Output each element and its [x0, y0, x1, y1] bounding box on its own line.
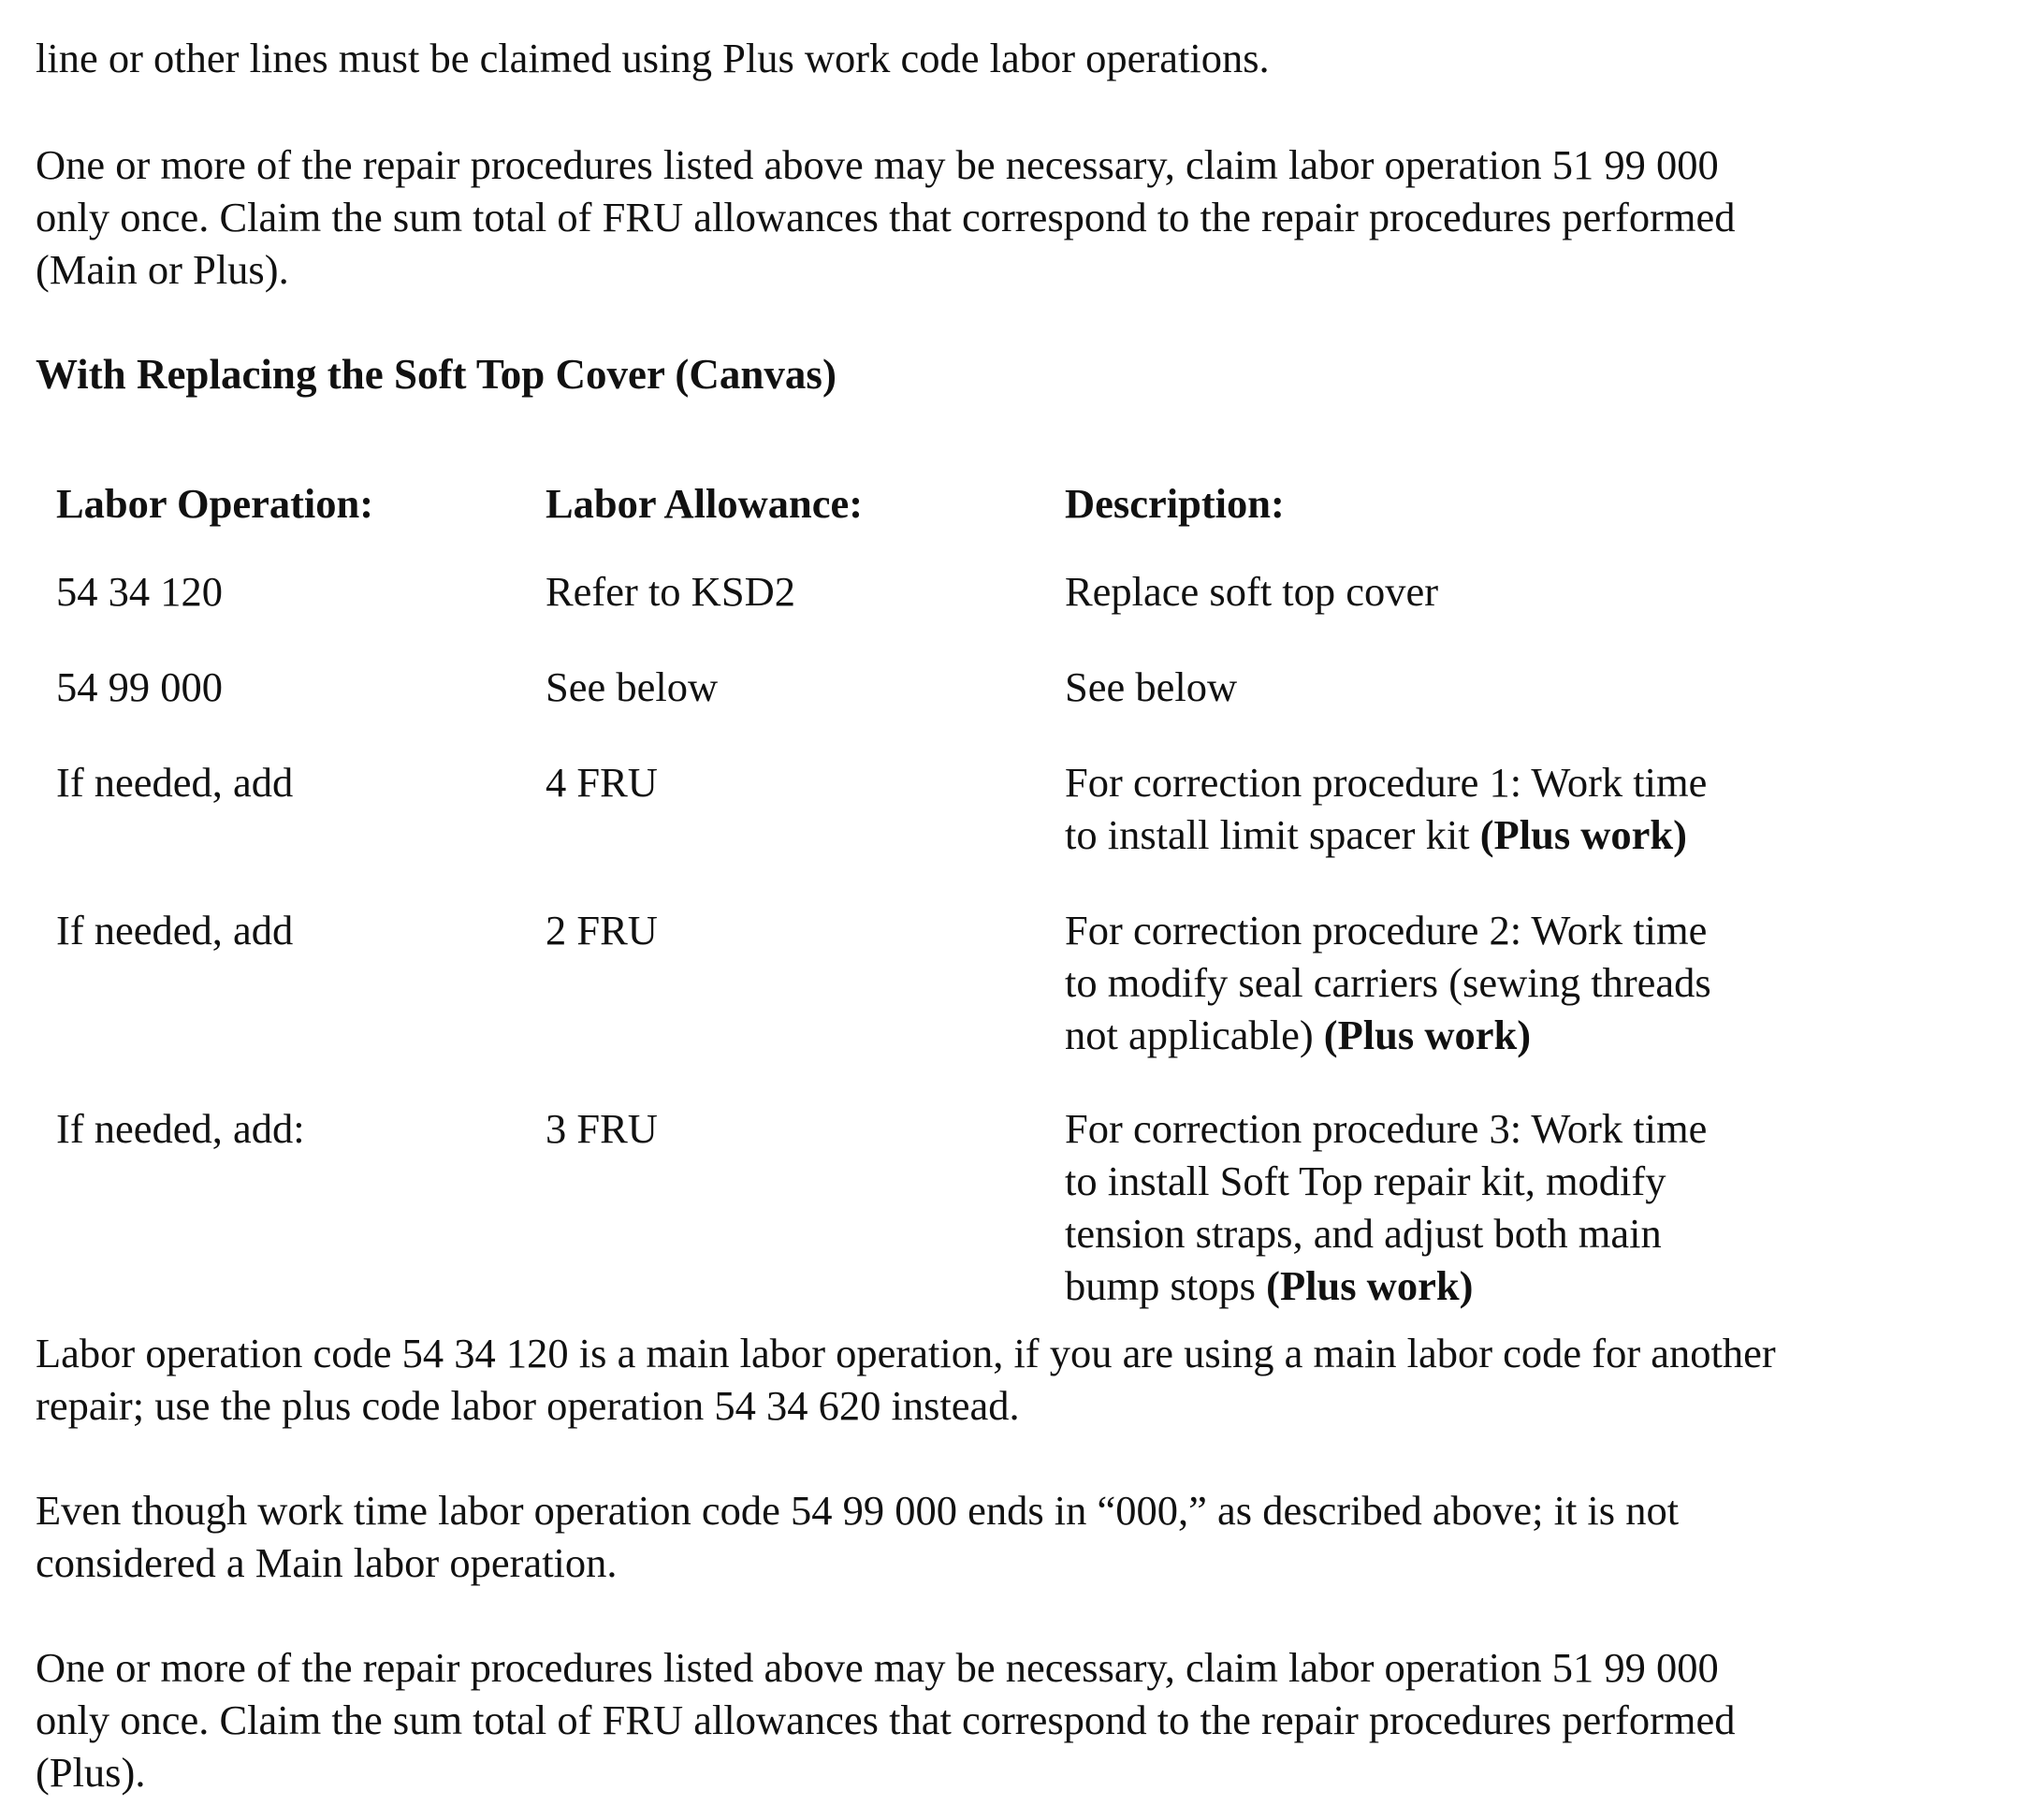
- table-row-1-allowance: See below: [546, 663, 719, 710]
- description-line: to modify seal carriers (sewing threads: [1065, 959, 1711, 1006]
- outro-paragraph-4: [36, 1641, 2019, 1798]
- text-line: considered a Main labor operation.: [36, 1539, 618, 1586]
- description-text: bump stops: [1065, 1262, 1256, 1309]
- table-row-1-operation: 54 99 000: [56, 663, 223, 710]
- table-row-4-operation: If needed, add:: [56, 1105, 305, 1152]
- table-row-3-operation: If needed, add: [56, 907, 294, 954]
- table-row-1-description: [1065, 661, 2001, 713]
- text-line: Even though work time labor operation code 54 99 000 ends in “000,” as described above; it is not: [36, 1487, 1680, 1534]
- plus-work-label: (Plus work): [1323, 1012, 1532, 1058]
- table-row-0-allowance: Refer to KSD2: [546, 568, 795, 615]
- intro-paragraph-1: [36, 138, 2019, 296]
- table-row-4-description: [1065, 1102, 2001, 1312]
- description-line: For correction procedure 1: Work time: [1065, 759, 1708, 806]
- table-row-2-operation: If needed, add: [56, 759, 294, 806]
- outro-paragraph-2: [36, 1327, 2019, 1432]
- intro-paragraph-0: [36, 32, 2019, 84]
- description-line: [1065, 1009, 2001, 1061]
- text-line: (Main or Plus).: [36, 246, 289, 293]
- table-row-3-description: [1065, 904, 2001, 1061]
- description-line: to install Soft Top repair kit, modify: [1065, 1158, 1666, 1204]
- table-row-0-description: [1065, 565, 2001, 618]
- text-line: only once. Claim the sum total of FRU allowances that correspond to the repair procedures performed: [36, 194, 1736, 240]
- table-row-3-allowance: 2 FRU: [546, 907, 658, 954]
- table-row-0-operation: 54 34 120: [56, 568, 223, 615]
- description-line: For correction procedure 3: Work time: [1065, 1105, 1708, 1152]
- table-row-4-allowance: 3 FRU: [546, 1105, 658, 1152]
- description-line: tension straps, and adjust both main: [1065, 1210, 1662, 1257]
- plus-work-label: (Plus work): [1266, 1262, 1474, 1309]
- column-header-description: Description:: [1065, 480, 1285, 527]
- description-text: not applicable): [1065, 1012, 1314, 1058]
- description-line: See below: [1065, 663, 1238, 710]
- column-header-labor-allowance: Labor Allowance:: [546, 480, 864, 527]
- description-text: to install limit spacer kit: [1065, 811, 1470, 858]
- description-line: [1065, 1259, 2001, 1312]
- outro-paragraph-3: [36, 1484, 2019, 1589]
- text-line: Labor operation code 54 34 120 is a main labor operation, if you are using a main labor code for another: [36, 1330, 1776, 1376]
- text-line: One or more of the repair procedures listed above may be necessary, claim labor operation 51 99 000: [36, 141, 1719, 188]
- description-line: For correction procedure 2: Work time: [1065, 907, 1708, 954]
- plus-work-label: (Plus work): [1479, 811, 1687, 858]
- text-line: line or other lines must be claimed using Plus work code labor operations.: [36, 35, 1270, 81]
- description-line: [1065, 808, 2001, 861]
- section-heading: With Replacing the Soft Top Cover (Canvas): [36, 351, 837, 398]
- text-line: repair; use the plus code labor operation 54 34 620 instead.: [36, 1382, 1020, 1429]
- table-row-2-description: [1065, 756, 2001, 861]
- description-line: Replace soft top cover: [1065, 568, 1439, 615]
- text-line: One or more of the repair procedures listed above may be necessary, claim labor operation 51 99 000: [36, 1644, 1719, 1691]
- table-row-2-allowance: 4 FRU: [546, 759, 658, 806]
- text-line: (Plus).: [36, 1749, 146, 1796]
- column-header-labor-operation: Labor Operation:: [56, 480, 374, 527]
- text-line: only once. Claim the sum total of FRU allowances that correspond to the repair procedures performed: [36, 1696, 1736, 1743]
